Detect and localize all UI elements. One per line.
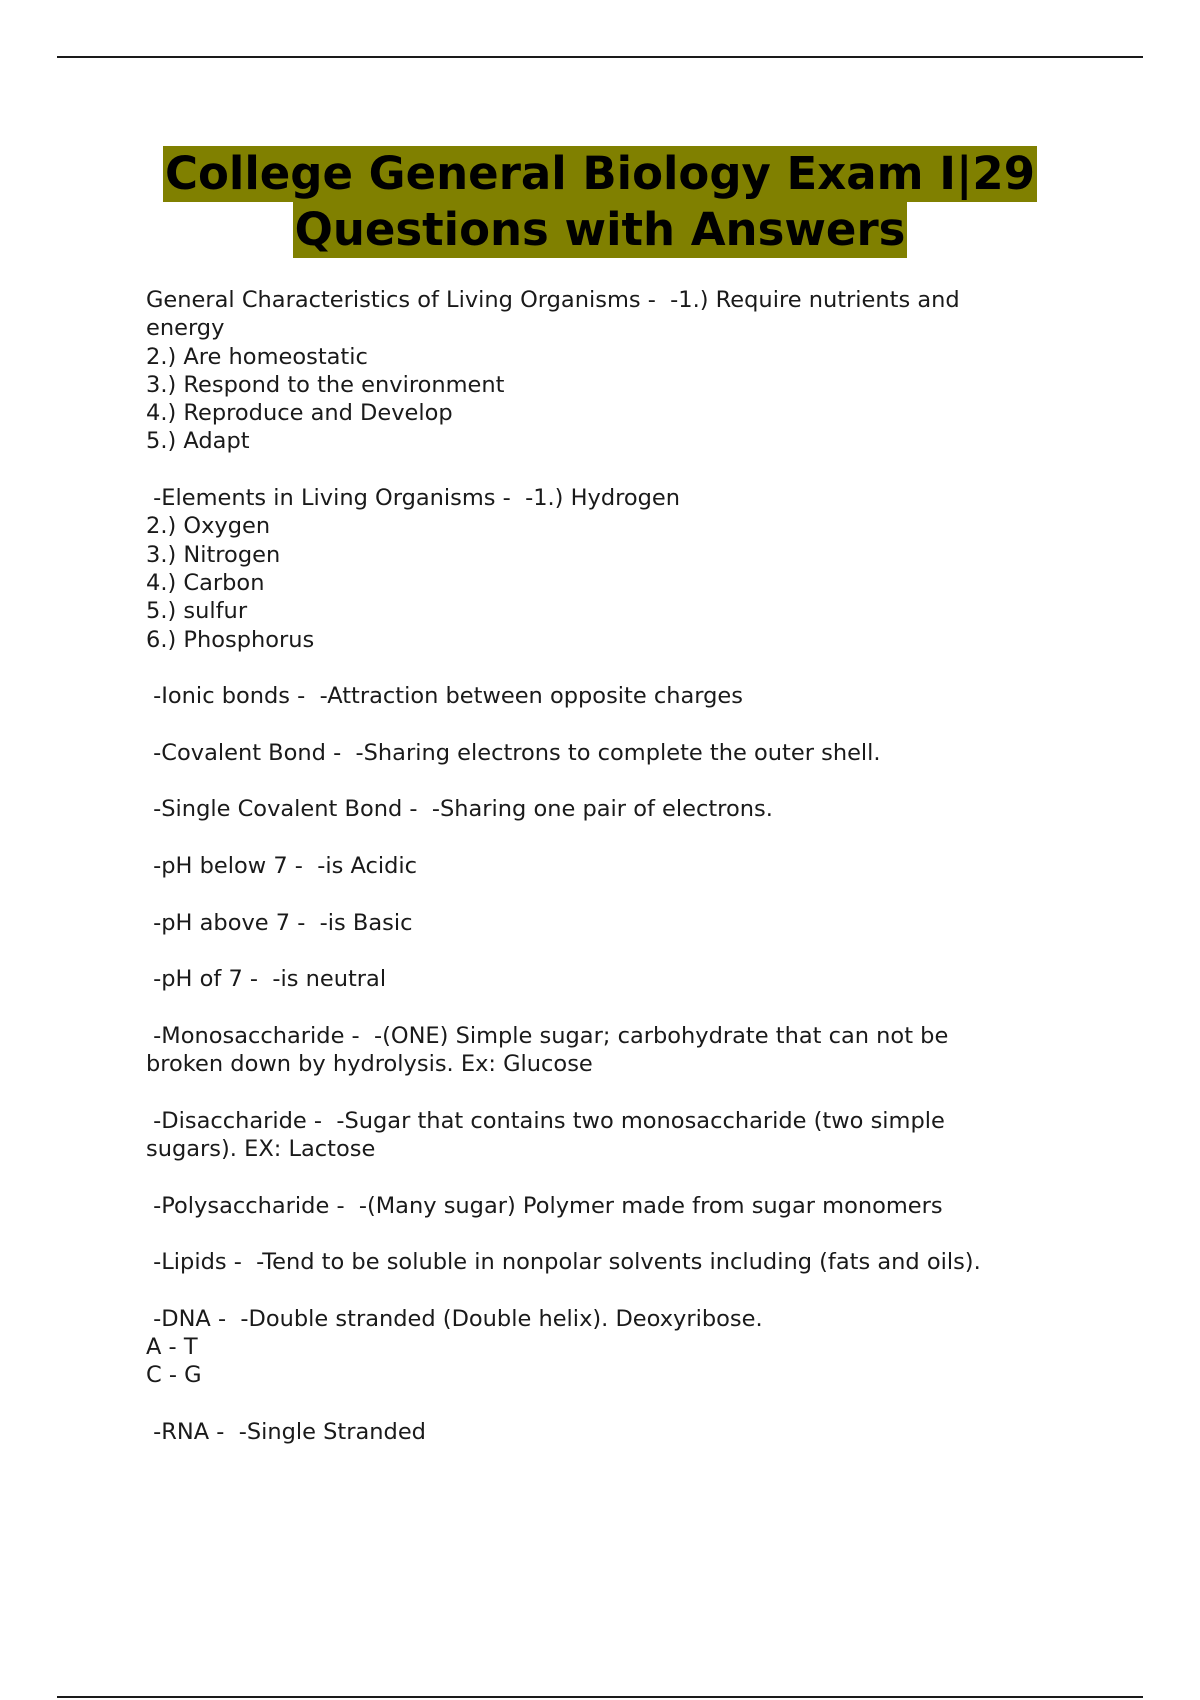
qa-line: 5.) sulfur	[146, 598, 248, 625]
qa-line: 2.) Are homeostatic	[146, 343, 368, 370]
qa-line: -Disaccharide - -Sugar that contains two monosaccharide (two simple	[146, 1107, 945, 1134]
qa-line: 6.) Phosphorus	[146, 626, 315, 653]
title-line-1: College General Biology Exam I|29	[164, 147, 1036, 200]
qa-entry	[146, 682, 1086, 710]
qa-line: 4.) Reproduce and Develop	[146, 400, 453, 427]
top-rule	[57, 56, 1143, 58]
qa-line: C - G	[146, 1362, 202, 1389]
document-title	[60, 146, 1140, 258]
qa-line: -Polysaccharide - -(Many sugar) Polymer made from sugar monomers	[146, 1192, 943, 1219]
qa-entry	[146, 795, 1086, 823]
title-line-2: Questions with Answers	[294, 203, 906, 256]
qa-line: 3.) Nitrogen	[146, 541, 281, 568]
qa-line: -Monosaccharide - -(ONE) Simple sugar; carbohydrate that can not be	[146, 1022, 949, 1049]
qa-line: -RNA - -Single Stranded	[146, 1418, 426, 1445]
qa-line: sugars). EX: Lactose	[146, 1135, 376, 1162]
qa-entry	[146, 909, 1086, 937]
qa-line: energy	[146, 315, 225, 342]
bottom-rule	[57, 1696, 1143, 1698]
qa-line: 5.) Adapt	[146, 428, 250, 455]
qa-entry	[146, 286, 1086, 456]
qa-line: General Characteristics of Living Organisms - -1.) Require nutrients and	[146, 287, 960, 313]
qa-line: 2.) Oxygen	[146, 513, 271, 540]
qa-entry	[146, 1418, 1086, 1446]
qa-entry	[146, 1022, 1086, 1079]
qa-line: -DNA - -Double stranded (Double helix). Deoxyribose.	[146, 1305, 763, 1332]
qa-line: -Ionic bonds - -Attraction between opposite charges	[146, 683, 743, 710]
qa-entry	[146, 1107, 1086, 1164]
qa-line: -pH above 7 - -is Basic	[146, 909, 413, 936]
qa-entry	[146, 484, 1086, 654]
qa-line: -Single Covalent Bond - -Sharing one pair of electrons.	[146, 796, 773, 823]
qa-line: A - T	[146, 1333, 198, 1360]
qa-line: -Elements in Living Organisms - -1.) Hydrogen	[146, 485, 681, 512]
qa-line: -Covalent Bond - -Sharing electrons to complete the outer shell.	[146, 739, 881, 766]
qa-line: broken down by hydrolysis. Ex: Glucose	[146, 1051, 593, 1078]
qa-line: -Lipids - -Tend to be soluble in nonpolar solvents including (fats and oils).	[146, 1249, 981, 1276]
qa-entry	[146, 1192, 1086, 1220]
qa-entry	[146, 1248, 1086, 1276]
qa-content	[146, 286, 1086, 1474]
qa-line: -pH of 7 - -is neutral	[146, 966, 387, 993]
qa-entry	[146, 1305, 1086, 1390]
qa-line: -pH below 7 - -is Acidic	[146, 852, 417, 879]
qa-entry	[146, 965, 1086, 993]
qa-line: 3.) Respond to the environment	[146, 371, 505, 398]
qa-entry	[146, 739, 1086, 767]
qa-line: 4.) Carbon	[146, 569, 265, 596]
qa-entry	[146, 852, 1086, 880]
